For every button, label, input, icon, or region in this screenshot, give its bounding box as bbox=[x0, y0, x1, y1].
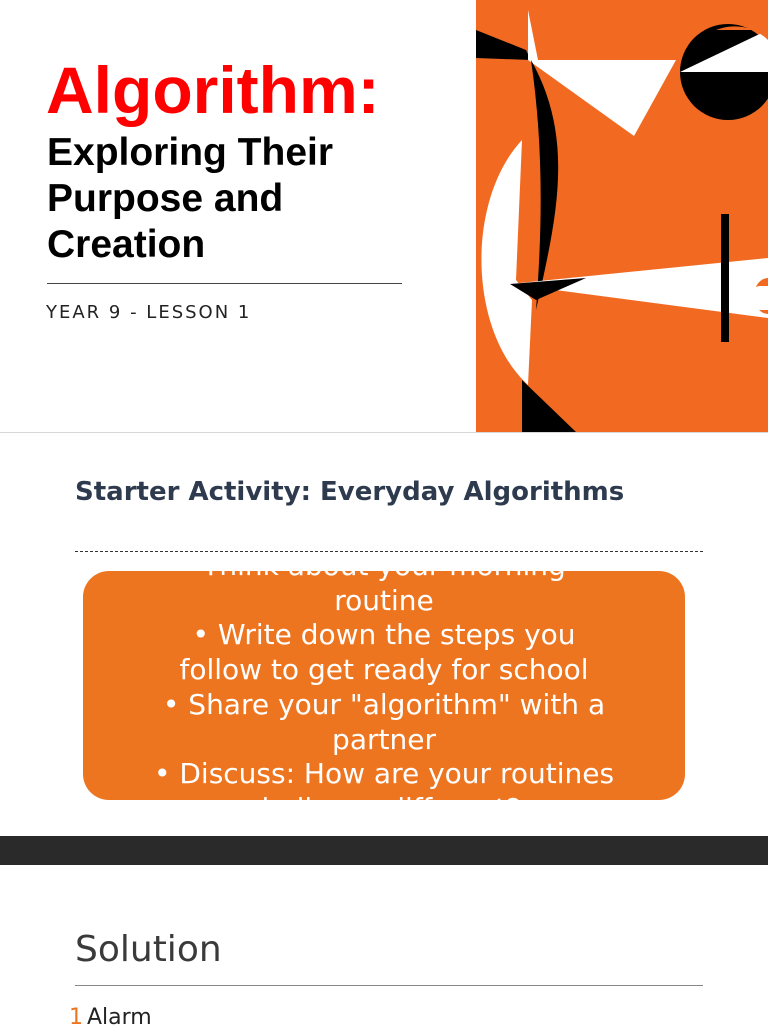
card-line: • Share your "algorithm" with a bbox=[162, 687, 606, 721]
card-line: • Discuss: How are your routines bbox=[153, 757, 615, 791]
activity-card-text bbox=[83, 549, 685, 827]
card-line: routine bbox=[334, 583, 434, 617]
card-line: • Write down the steps you bbox=[192, 618, 576, 652]
subtitle-line: Purpose and bbox=[47, 177, 284, 220]
solution-title: Solution bbox=[75, 929, 222, 970]
title-slide bbox=[0, 0, 768, 432]
slide-title: Algorithm: bbox=[46, 53, 380, 127]
subtitle-line: Exploring Their bbox=[47, 131, 334, 174]
solution-slide bbox=[0, 865, 768, 1030]
solution-list-item bbox=[69, 1005, 152, 1030]
slide-subtitle bbox=[47, 130, 447, 268]
slide-divider-bar bbox=[0, 836, 768, 865]
lesson-label: YEAR 9 - LESSON 1 bbox=[46, 302, 252, 323]
list-item-text: Alarm bbox=[87, 1005, 152, 1030]
card-line: similar or different? bbox=[246, 791, 522, 825]
card-line: follow to get ready for school bbox=[179, 653, 589, 687]
subtitle-line: Creation bbox=[47, 223, 206, 266]
activity-card bbox=[83, 549, 685, 825]
solution-divider bbox=[75, 985, 703, 986]
card-line: Think about your morning bbox=[202, 549, 566, 582]
list-number: 1 bbox=[69, 1005, 83, 1030]
activity-title: Starter Activity: Everyday Algorithms bbox=[75, 477, 625, 507]
card-line: partner bbox=[332, 722, 436, 756]
abstract-art-image bbox=[476, 0, 768, 432]
starter-activity-slide bbox=[0, 433, 768, 836]
title-divider bbox=[47, 283, 402, 284]
